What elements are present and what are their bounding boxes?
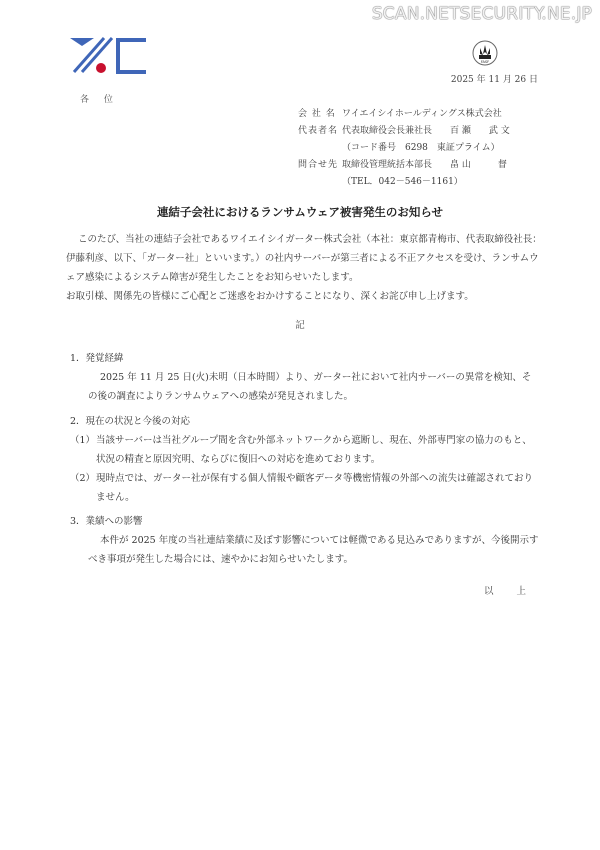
stock-code: （コード番号 6298 東証プライム） [342,143,500,153]
ki-marker: 記 [295,320,305,331]
section-discovery [70,349,540,406]
list-item [70,469,540,507]
certification-seal-icon [472,40,498,66]
contact-title: 取締役管理統括本部長 [342,160,433,170]
item-text: 当該サーバーは当社グループ間を含む外部ネットワークから遮断し、現在、外部専門家の協力のもと、状況の精査と原因究明、ならびに復旧への対応を進めております。 [96,435,532,465]
svg-text:FASF: FASF [480,60,490,64]
item-number: （2） [70,473,96,484]
section-heading: 1．発覚経緯 [70,353,124,364]
intro-paragraph-2: お取引様、関係先の皆様にご心配とご迷惑をおかけすることになり、深くお詫び申し上げます。 [66,291,474,302]
contact-row [298,157,510,174]
list-item [70,431,540,469]
section-text: 本件が 2025 年度の当社連結業績に及ぼす影響については軽微である見込みでありますが、今後開示すべき事項が発生した場合には、速やかにお知らせいたします。 [88,535,539,565]
document-date: 2025 年 11 月 26 日 [450,75,538,85]
section-current-status [70,412,540,507]
intro-paragraph-1: このたび、当社の連結子会社であるワイエイシイガーター株式会社（本社：東京都青梅市、代表取締役社長：伊藤利彦、以下、「ガーター社」といいます。）の社内サーバーが第三者による不正アクセスを受け、ランサムウェア感染によるシステム障害が発生したことをお知らせいたします。 [66,234,542,283]
section-earnings-impact [70,512,540,569]
representative-label: 代表者名 [298,126,339,136]
site-watermark: SCAN.NETSECURITY.NE.JP [371,4,592,24]
telephone: （TEL．042－546－1161） [342,177,463,187]
document-title: 連結子会社におけるランサムウェア被害発生のお知らせ [156,205,444,219]
company-logo-icon [68,36,148,76]
section-text: 2025 年 11 月 25 日(火)未明（日本時間）より、ガーター社において社内サーバーの異常を検知、その後の調査によりランサムウェアへの感染が発見されました。 [88,372,532,402]
representative-row [298,123,510,140]
item-text: 現時点では、ガーター社が保有する個人情報や顧客データ等機密情報の外部への流失は確認されておりません。 [96,473,534,503]
contact-name: 畠 山 督 [450,160,507,170]
telephone-row [298,174,510,191]
company-label: 会 社 名 [298,109,336,119]
closing-mark: 以 上 [483,586,536,597]
company-info-block [298,106,510,191]
section-heading: 3．業績への影響 [70,516,143,527]
company-name-row [298,106,510,123]
item-number: （1） [70,435,96,446]
company-name: ワイエイシイホールディングス株式会社 [342,109,502,119]
section-heading: 2．現在の状況と今後の対応 [70,416,191,427]
representative-name: 百 瀬 武 文 [450,126,510,136]
stock-code-row [298,140,510,157]
contact-label: 問合せ先 [298,160,339,170]
addressee: 各 位 [80,95,119,105]
representative-title: 代表取締役会長兼社長 [342,126,433,136]
